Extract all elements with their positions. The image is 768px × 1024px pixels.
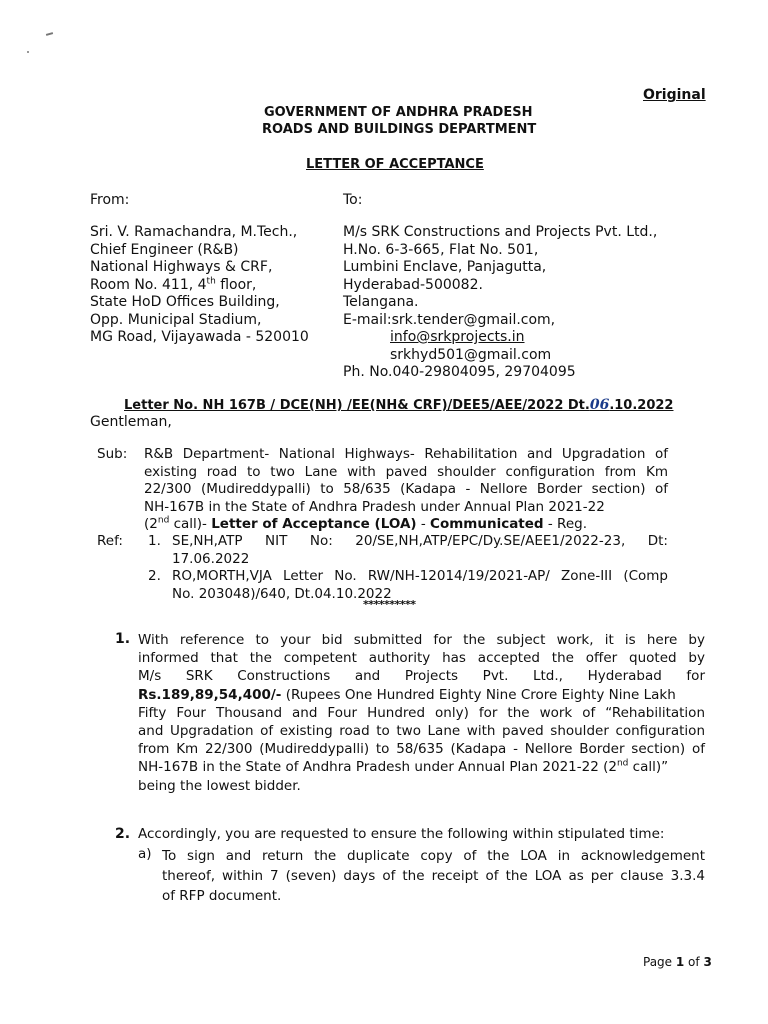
to-label: To: [343,192,363,208]
from-line: MG Road, Vijayawada - 520010 [90,329,309,345]
para-1-num: 1. [115,631,131,647]
scan-artifact [27,51,29,53]
to-line: Hyderabad-500082. [343,276,483,293]
scan-artifact [46,32,53,36]
ref-item-1 [172,533,668,568]
salutation: Gentleman, [90,414,172,430]
sub-line: 22/300 (Mudireddypalli) to 58/635 (Kadapa - Nellore Border section) of [144,481,668,497]
from-line: Room No. 411, 4th floor, [90,275,257,293]
para-1-text [138,631,705,795]
page-number: Page 1 of 3 [643,955,712,969]
para-2-num: 2. [115,826,131,842]
to-line: srkhyd501@gmail.com [390,346,552,363]
para-2-intro: Accordingly, you are requested to ensure the following within stipulated time: [138,826,665,842]
para-line: of RFP document. [162,888,282,904]
ref-item-2-num: 2. [148,568,161,584]
para-line: To sign and return the duplicate copy of the LOA in acknowledgement [162,848,705,864]
to-email-link[interactable]: info@srkprojects.in [390,329,525,345]
sub-line: R&B Department- National Highways- Rehabilitation and Upgradation of [144,446,668,462]
sub-line: existing road to two Lane with paved shoulder configuration from Km [144,463,668,480]
to-line: M/s SRK Constructions and Projects Pvt. Ltd., [343,224,658,240]
para-line: thereof, within 7 (seven) days of the receipt of the LOA as per clause 3.3.4 [162,868,705,884]
para-line: being the lowest bidder. [138,777,301,794]
para-line: from Km 22/300 (Mudireddypalli) to 58/635 (Kadapa - Nellore Border section) of [138,741,705,758]
from-line: Opp. Municipal Stadium, [90,311,262,328]
handwritten-day: 06 [589,397,610,413]
to-line: E-mail:srk.tender@gmail.com, [343,311,556,328]
from-address [90,224,309,347]
subject-text [144,446,668,534]
from-line: Sri. V. Ramachandra, M.Tech., [90,224,298,240]
from-line: State HoD Offices Building, [90,294,280,310]
ref-line: RO,MORTH,VJA Letter No. RW/NH-12014/19/2021-AP/ Zone-III (Comp [172,568,668,584]
para-line: Fifty Four Thousand and Four Hundred only) for the work of “Rehabilitation [138,704,705,721]
to-line: Telangana. [343,294,419,310]
letter-number: Letter No. NH 167B / DCE(NH) /EE(NH& CRF)/DEE5/AEE/2022 Dt.06.10.2022 [124,397,674,413]
para-line: and Upgradation of existing road to two Lane with paved shoulder configuration [138,723,705,740]
govt-heading: GOVERNMENT OF ANDHRA PRADESH [264,105,533,120]
from-line: Chief Engineer (R&B) [90,241,239,258]
para-line: With reference to your bid submitted for the subject work, it is here by [138,632,705,648]
ref-line: 17.06.2022 [172,550,250,567]
sub-line: NH-167B in the State of Andhra Pradesh under Annual Plan 2021-22 [144,498,605,515]
to-line: Ph. No.040-29804095, 29704095 [343,364,576,380]
para-2-a-label: a) [138,846,152,862]
from-label: From: [90,192,130,208]
bid-amount: Rs.189,89,54,400/- [138,686,282,703]
document-title: LETTER OF ACCEPTANCE [306,157,484,172]
to-line: H.No. 6-3-665, Flat No. 501, [343,241,539,258]
ref-label: Ref: [97,533,123,549]
original-stamp: Original [643,87,706,103]
ref-item-1-num: 1. [148,533,161,549]
dept-heading: ROADS AND BUILDINGS DEPARTMENT [262,122,537,137]
para-line: M/s SRK Constructions and Projects Pvt. Ltd., Hyderabad for [138,668,705,685]
para-line: Rs.189,89,54,400/- (Rupees One Hundred Eighty Nine Crore Eighty Nine Lakh [138,686,676,703]
sub-label: Sub: [97,446,128,462]
to-address [343,224,657,382]
to-line: Lumbini Enclave, Panjagutta, [343,259,547,275]
para-line: NH-167B in the State of Andhra Pradesh under Annual Plan 2021-22 (2nd call)” [138,758,669,776]
separator-stars: ********** [363,598,416,611]
para-2-a-text [162,846,705,906]
ref-line: No. 203048)/640, Dt.04.10.2022 [172,585,392,602]
sub-line: (2nd call)- Letter of Acceptance (LOA) - Communicated - Reg. [144,515,587,532]
para-line: informed that the competent authority has accepted the offer quoted by [138,650,705,667]
ref-item-2 [172,568,668,603]
from-line: National Highways & CRF, [90,259,273,275]
ref-line: SE,NH,ATP NIT No: 20/SE,NH,ATP/EPC/Dy.SE/AEE1/2022-23, Dt: [172,533,668,549]
